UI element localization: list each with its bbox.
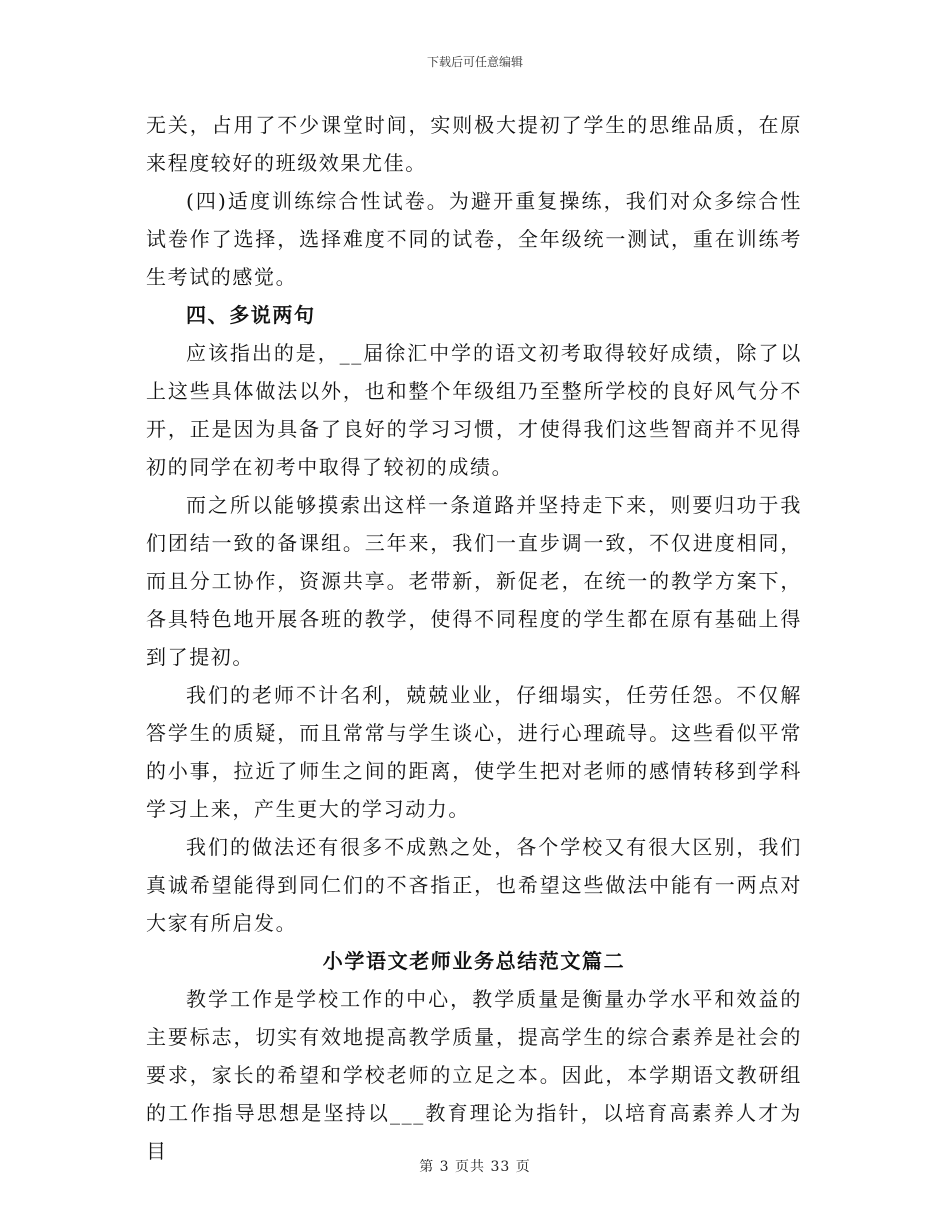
paragraph-closing: 我们的做法还有很多不成熟之处，各个学校又有很大区别，我们真诚希望能得到同仁们的不吝指正，也希望这些做法中能有一两点对大家有所启发。 (146, 835, 802, 935)
page-number-footer: 第 3 页共 33 页 (419, 1159, 531, 1175)
document-body (146, 106, 802, 1170)
paragraph-teaching-work: 教学工作是学校工作的中心，教学质量是衡量办学水平和效益的主要标志，切实有效地提高教学质量，提高学生的综合素养是社会的要求，家长的希望和学校老师的立足之本。因此，本学期语文教研组的工作指导思想是坚持以___教育理论为指针，以培育高素养人才为目 (146, 987, 802, 1163)
paragraph-team: 而之所以能够摸索出这样一条道路并坚持走下来，则要归功于我们团结一致的备课组。三年来，我们一直步调一致，不仅进度相同，而且分工协作，资源共享。老带新，新促老，在统一的教学方案下，各具特色地开展各班的教学，使得不同程度的学生都在原有基础上得到了提初。 (146, 493, 802, 669)
paragraph-teachers: 我们的老师不计名利，兢兢业业，仔细塌实，任劳任怨。不仅解答学生的质疑，而且常常与学生谈心，进行心理疏导。这些看似平常的小事，拉近了师生之间的距离，使学生把对老师的感情转移到学科学习上来，产生更大的学习动力。 (146, 683, 802, 821)
paragraph-achievement: 应该指出的是，__届徐汇中学的语文初考取得较好成绩，除了以上这些具体做法以外，也和整个年级组乃至整所学校的良好风气分不开，正是因为具备了良好的学习习惯，才使得我们这些智商并不见得初的同学在初考中取得了较初的成绩。 (146, 341, 802, 479)
section-heading-four: 四、多说两句 (186, 303, 316, 327)
article-title-part-two: 小学语文老师业务总结范文篇二 (322, 949, 626, 973)
page-header-note: 下载后可任意编辑 (426, 55, 523, 69)
paragraph-item-four: (四)适度训练综合性试卷。为避开重复操练，我们对众多综合性试卷作了选择，选择难度不同的试卷，全年级统一测试，重在训练考生考试的感觉。 (146, 189, 802, 289)
paragraph-continuation: 无关，占用了不少课堂时间，实则极大提初了学生的思维品质，在原来程度较好的班级效果尤佳。 (146, 113, 802, 175)
